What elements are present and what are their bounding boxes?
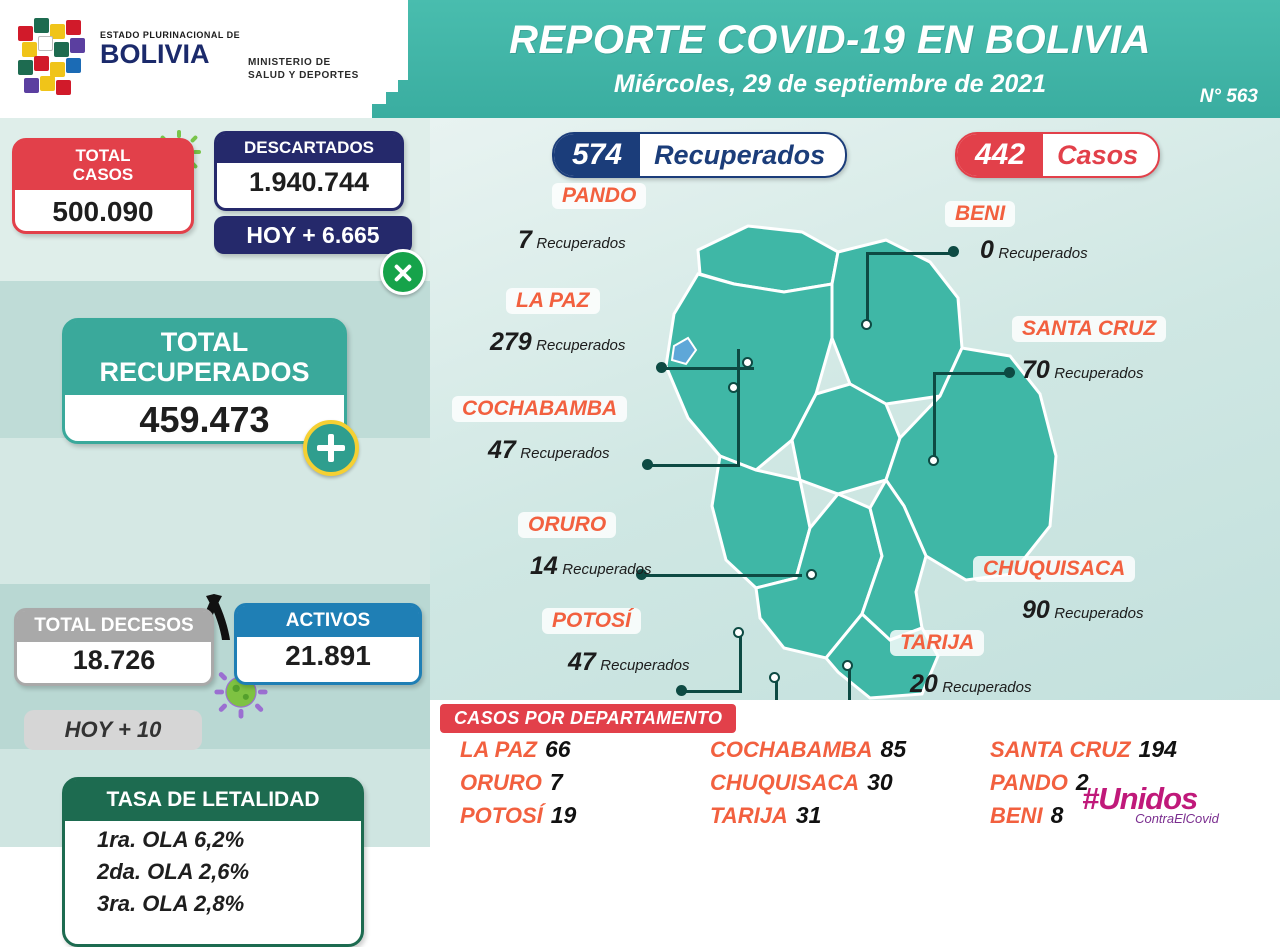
leader-lapaz-v	[737, 349, 740, 467]
country-name: BOLIVIA	[100, 39, 210, 69]
dot-pando	[742, 357, 753, 368]
case-cell-lapaz	[460, 736, 710, 763]
leader-oruro-h	[682, 690, 742, 693]
cases-by-department-title: CASOS POR DEPARTAMENTO	[440, 704, 736, 733]
case-dept-tarija: TARIJA	[710, 803, 788, 828]
dept-label-tarija: TARIJA	[890, 630, 984, 656]
dept-label-pando: PANDO	[552, 183, 646, 209]
case-value-santacruz: 194	[1138, 736, 1177, 762]
discarded-value: 1.940.744	[248, 167, 370, 197]
plus-icon	[303, 420, 359, 476]
logo-step-1	[372, 0, 386, 104]
case-dept-potosi: POTOSÍ	[460, 803, 543, 828]
report-number: N° 563	[1199, 86, 1258, 107]
state-label: ESTADO PLURINACIONAL DE	[100, 30, 241, 40]
case-dept-pando: PANDO	[990, 770, 1068, 795]
campaign-logo	[1082, 781, 1272, 843]
dot-santacruz-end	[1004, 367, 1015, 378]
coat-of-arms-icon	[18, 18, 90, 100]
ministry-label	[248, 56, 359, 82]
fatality-row-3: 3ra. OLA 2,8%	[97, 891, 245, 916]
ministry-line-1: MINISTERIO DE	[248, 57, 331, 68]
dot-beni	[861, 319, 872, 330]
fatality-rate-title: TASA DE LETALIDAD	[65, 780, 361, 821]
dot-pando-end	[656, 362, 667, 373]
dept-value-chuquisaca-number: 90	[1022, 596, 1050, 624]
fatality-row-1: 1ra. OLA 6,2%	[97, 827, 245, 852]
dept-label-oruro: ORURO	[518, 512, 616, 538]
leader-beni-v	[866, 252, 869, 324]
case-value-lapaz: 66	[545, 736, 571, 762]
fatality-rate-card	[62, 777, 364, 947]
active-cases-title: ACTIVOS	[237, 606, 419, 637]
page-title: REPORTE COVID-19 EN BOLIVIA	[509, 18, 1151, 62]
check-icon	[380, 249, 426, 295]
dept-label-chuquisaca: CHUQUISACA	[973, 556, 1135, 582]
case-value-beni: 8	[1050, 802, 1064, 828]
dept-value-santacruz	[1022, 356, 1144, 385]
dept-value-lapaz-number: 279	[490, 328, 532, 356]
total-recovered-title-l1: TOTAL	[160, 327, 249, 357]
dept-value-chuquisaca	[1022, 596, 1144, 625]
dept-value-pando	[518, 226, 626, 255]
leader-oruro-v	[739, 634, 742, 692]
dept-value-cochabamba	[488, 436, 610, 465]
dept-value-pando-number: 7	[518, 226, 532, 254]
leader-santacruz-v	[933, 372, 936, 460]
dept-label-potosi: POTOSÍ	[542, 608, 641, 634]
dept-value-potosi	[568, 648, 690, 677]
case-dept-cochabamba: COCHABAMBA	[710, 737, 873, 762]
dot-oruro-end	[676, 685, 687, 696]
dept-value-potosi-number: 47	[568, 648, 596, 676]
total-cases-title	[15, 141, 191, 190]
total-recovered-title	[65, 321, 344, 395]
dept-value-tarija-unit: Recuperados	[942, 679, 1032, 696]
dept-value-cochabamba-unit: Recuperados	[520, 445, 610, 462]
dot-chuquisaca	[842, 660, 853, 671]
recovered-summary-pill	[552, 132, 847, 178]
dept-value-lapaz	[490, 328, 625, 357]
dept-value-tarija-number: 20	[910, 670, 938, 698]
total-cases-title-l1: TOTAL	[75, 146, 131, 165]
cases-summary-label: Casos	[1057, 139, 1139, 170]
dept-value-santacruz-number: 70	[1022, 356, 1050, 384]
leader-santacruz-h	[933, 372, 1011, 375]
dept-value-potosi-unit: Recuperados	[600, 657, 690, 674]
case-dept-beni: BENI	[990, 803, 1043, 828]
dot-oruro	[733, 627, 744, 638]
dept-value-beni	[980, 236, 1088, 265]
case-value-oruro: 7	[549, 769, 563, 795]
dept-value-santacruz-unit: Recuperados	[1054, 365, 1144, 382]
dot-beni-end	[948, 246, 959, 257]
dot-santacruz	[928, 455, 939, 466]
dept-value-oruro-unit: Recuperados	[562, 561, 652, 578]
dept-value-lapaz-unit: Recuperados	[536, 337, 626, 354]
total-cases-card	[12, 138, 194, 234]
case-dept-santacruz: SANTA CRUZ	[990, 737, 1131, 762]
cases-summary-number: 442	[957, 134, 1043, 176]
case-cell-cochabamba	[710, 736, 990, 763]
total-recovered-title-l2: RECUPERADOS	[99, 357, 310, 387]
recovered-summary-number: 574	[554, 134, 640, 176]
dept-value-oruro	[530, 552, 652, 581]
dot-lapaz-end	[642, 459, 653, 470]
case-value-cochabamba: 85	[880, 736, 907, 762]
total-cases-title-l2: CASOS	[72, 165, 134, 184]
dept-value-oruro-number: 14	[530, 552, 558, 580]
case-cell-potosi	[460, 802, 710, 829]
case-dept-lapaz: LA PAZ	[460, 737, 537, 762]
logo-step-2	[386, 0, 398, 92]
recovered-summary-label: Recuperados	[654, 139, 826, 170]
dept-label-cochabamba: COCHABAMBA	[452, 396, 627, 422]
case-cell-tarija	[710, 802, 990, 829]
fatality-row-2: 2da. OLA 2,6%	[97, 859, 250, 884]
discarded-title: DESCARTADOS	[217, 134, 401, 163]
dept-value-tarija	[910, 670, 1032, 699]
dept-label-beni: BENI	[945, 201, 1015, 227]
campaign-tagline: ContraElCovid	[1135, 811, 1219, 826]
active-cases-card	[234, 603, 422, 685]
left-stats-panel	[0, 118, 430, 916]
dept-value-beni-number: 0	[980, 236, 994, 264]
discarded-card	[214, 131, 404, 211]
dept-value-cochabamba-number: 47	[488, 436, 516, 464]
total-recovered-card	[62, 318, 347, 444]
band-3	[0, 438, 430, 584]
case-value-tarija: 31	[795, 802, 822, 828]
dot-cbba	[806, 569, 817, 580]
deaths-today-badge: HOY + 10	[24, 710, 202, 750]
dept-value-beni-unit: Recuperados	[998, 245, 1088, 262]
brand-text	[100, 30, 240, 68]
dot-potosi	[769, 672, 780, 683]
case-dept-chuquisaca: CHUQUISACA	[710, 770, 860, 795]
total-deaths-value: 18.726	[72, 645, 156, 675]
dot-lapaz	[728, 382, 739, 393]
cases-by-department-section	[430, 700, 1280, 847]
active-cases-value: 21.891	[285, 640, 371, 671]
total-cases-value: 500.090	[52, 196, 154, 227]
leader-pando	[662, 367, 754, 370]
case-value-chuquisaca: 30	[867, 769, 893, 795]
dept-value-chuquisaca-unit: Recuperados	[1054, 605, 1144, 622]
case-value-potosi: 19	[550, 802, 577, 828]
case-value-pando: 2	[1075, 769, 1089, 795]
case-cell-chuquisaca	[710, 769, 990, 796]
case-cell-santacruz	[990, 736, 1260, 763]
discarded-today-badge: HOY + 6.665	[214, 216, 412, 254]
total-deaths-title: TOTAL DECESOS	[17, 611, 211, 642]
page-date: Miércoles, 29 de septiembre de 2021	[613, 70, 1047, 98]
leader-lapaz-h	[648, 464, 740, 467]
case-dept-oruro: ORURO	[460, 770, 542, 795]
header	[0, 0, 1280, 118]
leader-beni-h	[866, 252, 958, 255]
case-cell-oruro	[460, 769, 710, 796]
cases-summary-pill	[955, 132, 1160, 178]
dept-label-santacruz: SANTA CRUZ	[1012, 316, 1166, 342]
ministry-line-2: SALUD Y DEPORTES	[248, 70, 359, 81]
dept-value-pando-unit: Recuperados	[536, 235, 626, 252]
dept-label-lapaz: LA PAZ	[506, 288, 600, 314]
total-recovered-value: 459.473	[139, 399, 270, 440]
campaign-hashtag: #Unidos	[1082, 781, 1198, 816]
total-deaths-card	[14, 608, 214, 686]
leader-cbba-line	[642, 574, 802, 577]
